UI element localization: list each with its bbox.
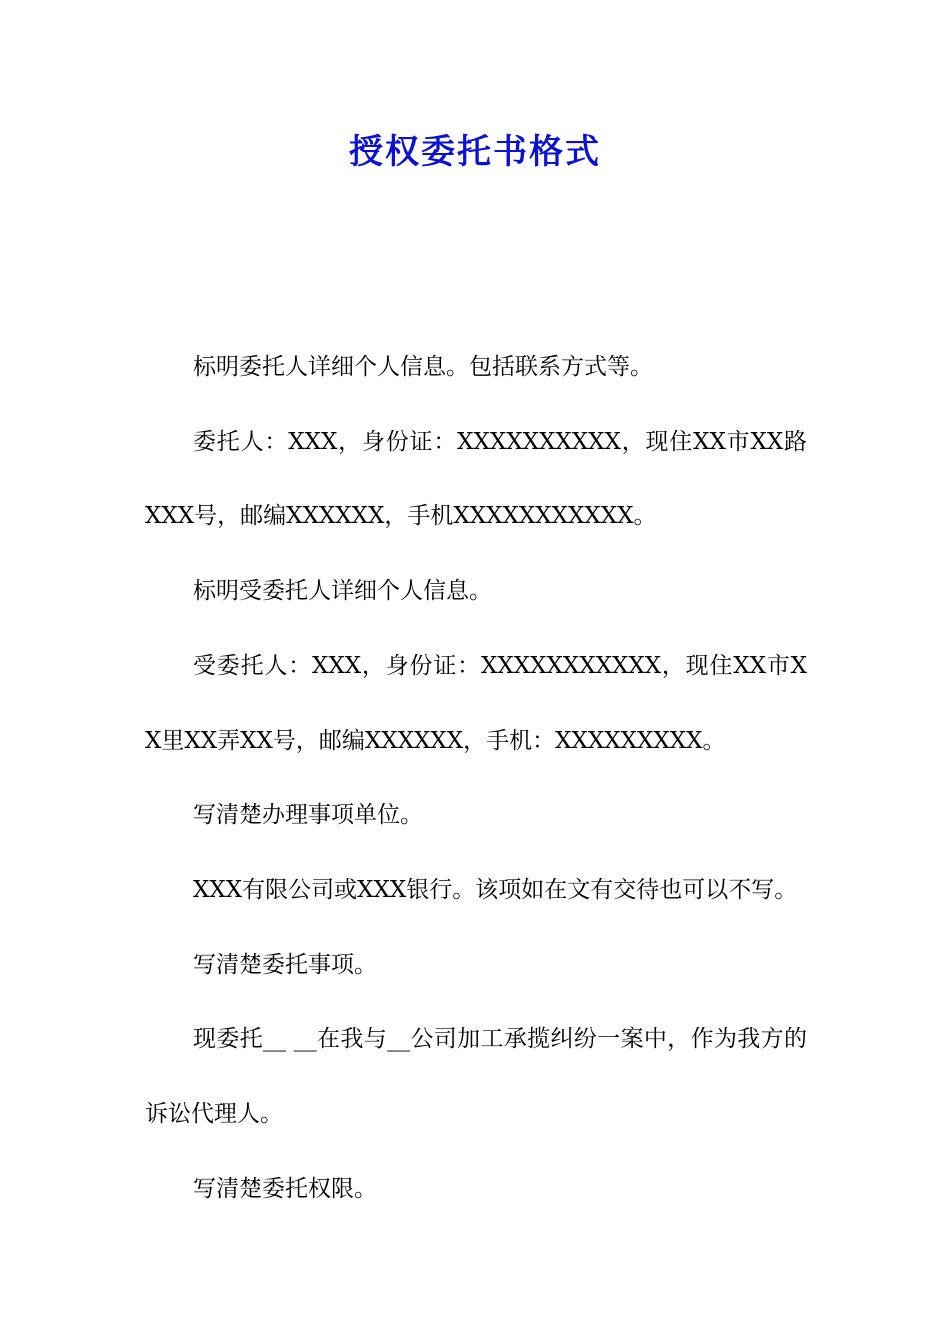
- paragraph-matter-note: 写清楚委托事项。: [193, 951, 377, 978]
- document-title: 授权委托书格式: [349, 132, 601, 172]
- paragraph-agent-details: 受委托人：XXX，身份证：XXXXXXXXXXX，现住XX市XX里XX弄XX号，邮编XXXXXX，手机：XXXXXXXXX。: [145, 652, 807, 754]
- paragraph-unit-details: XXX有限公司或XXX银行。该项如在文有交待也可以不写。: [193, 876, 798, 903]
- document-body: [145, 330, 807, 1226]
- paragraph-authority-note: 写清楚委托权限。: [193, 1175, 377, 1202]
- paragraph-unit-note: 写清楚办理事项单位。: [193, 802, 423, 829]
- paragraph-principal-info-note: 标明委托人详细个人信息。包括联系方式等。: [193, 354, 653, 380]
- paragraph-matter-details: 现委托__ __在我与__公司加工承揽纠纷一案中，作为我方的诉讼代理人。: [145, 1026, 807, 1128]
- paragraph-agent-info-note: 标明受委托人详细个人信息。: [193, 578, 492, 605]
- paragraph-principal-details: 委托人：XXX，身份证：XXXXXXXXXX，现住XX市XX路XXX号，邮编XXXXXX，手机XXXXXXXXXXX。: [145, 428, 807, 530]
